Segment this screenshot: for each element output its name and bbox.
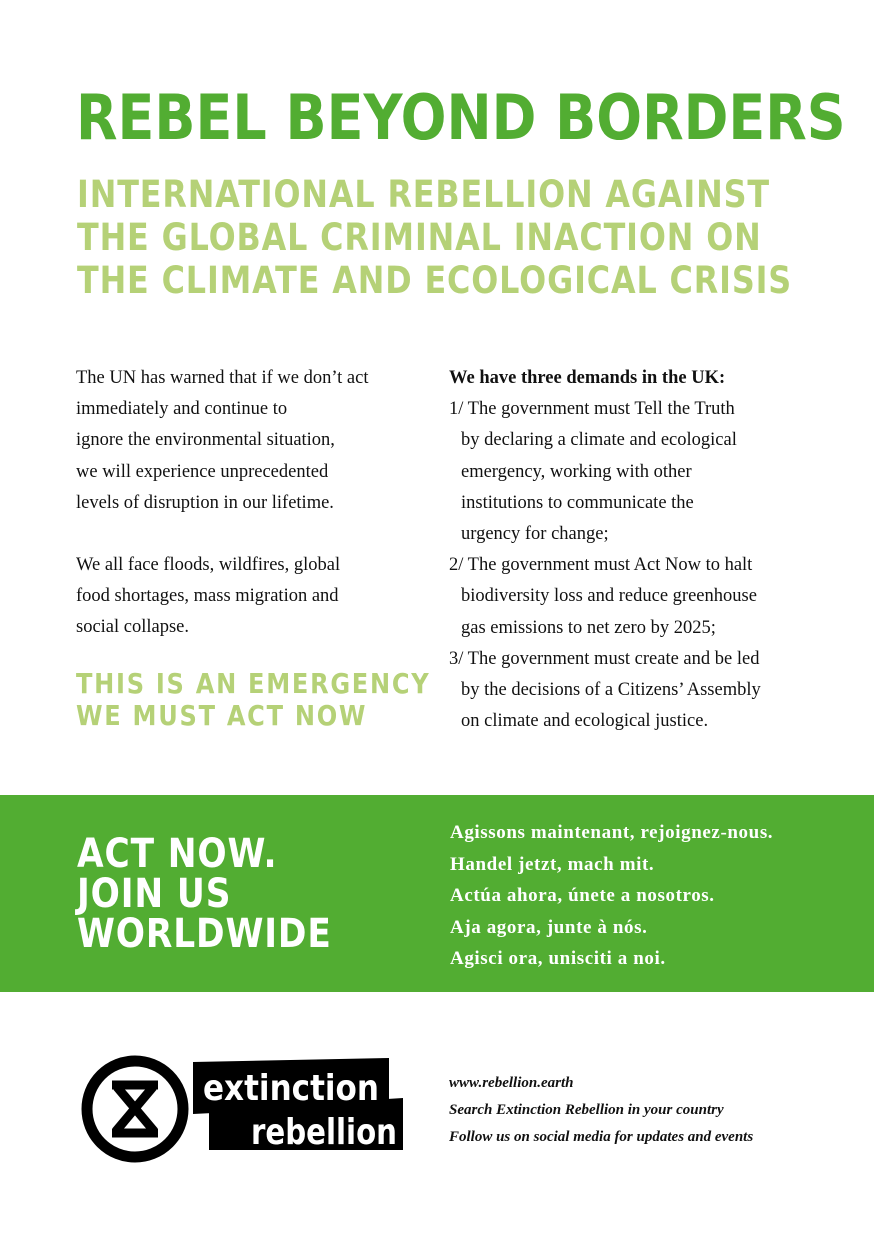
- emergency-line: THIS IS AN EMERGENCY: [76, 667, 431, 700]
- cta-line: ACT NOW.: [77, 831, 278, 877]
- demand-line: 2/ The government must Act Now to halt: [449, 555, 753, 576]
- demands-column: [449, 363, 849, 737]
- paragraph-line: food shortages, mass migration and: [76, 586, 339, 607]
- demand-line: 1/ The government must Tell the Truth: [449, 399, 735, 420]
- headline: REBEL BEYOND BORDERS: [76, 81, 846, 154]
- demand-line: urgency for change;: [461, 524, 609, 545]
- cta-line: WORLDWIDE: [77, 911, 332, 957]
- translation-portuguese: Aja agora, junte à nós.: [450, 916, 648, 938]
- demand-line: 3/ The government must create and be led: [449, 648, 760, 669]
- subheadline: [77, 173, 792, 302]
- paragraph-line: social collapse.: [76, 617, 190, 638]
- translation-french: Agissons maintenant, rejoignez-nous.: [450, 822, 774, 843]
- demand-line: institutions to communicate the: [461, 492, 694, 513]
- paragraph-line: immediately and continue to: [76, 399, 288, 420]
- demand-item-3: [449, 644, 849, 738]
- paragraph-line: ignore the environmental situation,: [76, 430, 335, 451]
- wordmark-extinction: extinction: [203, 1068, 379, 1109]
- website-link[interactable]: www.rebellion.earth: [449, 1075, 574, 1091]
- demand-line: on climate and ecological justice.: [461, 711, 709, 732]
- paragraph-line: The UN has warned that if we don’t act: [76, 368, 369, 388]
- act-now-callout: [77, 831, 332, 957]
- translations-list: [450, 817, 773, 975]
- demand-item-2: [449, 550, 849, 644]
- paragraph-line: levels of disruption in our lifetime.: [76, 492, 334, 513]
- extinction-symbol-hourglass-icon: [81, 1055, 189, 1163]
- demands-heading: We have three demands in the UK:: [449, 368, 726, 388]
- social-media-note: Follow us on social media for updates and events: [449, 1129, 754, 1145]
- threats-paragraph: [76, 550, 436, 644]
- demand-item-1: [449, 394, 849, 550]
- demand-line: gas emissions to net zero by 2025;: [461, 617, 716, 638]
- translation-spanish: Actúa ahora, únete a nosotros.: [450, 885, 715, 906]
- un-warning-paragraph: [76, 363, 436, 519]
- emergency-callout: [76, 668, 430, 732]
- subheadline-line: THE CLIMATE AND ECOLOGICAL CRISIS: [77, 259, 793, 302]
- demand-line: by declaring a climate and ecological: [461, 430, 737, 451]
- paragraph-line: We all face floods, wildfires, global: [76, 555, 341, 576]
- demand-line: biodiversity loss and reduce greenhouse: [461, 586, 757, 607]
- intro-column: [76, 363, 436, 644]
- paragraph-line: we will experience unprecedented: [76, 461, 329, 482]
- emergency-line: WE MUST ACT NOW: [76, 699, 368, 732]
- translation-german: Handel jetzt, mach mit.: [450, 853, 655, 875]
- translation-italian: Agisci ora, unisciti a noi.: [450, 948, 666, 969]
- subheadline-line: INTERNATIONAL REBELLION AGAINST: [77, 173, 770, 216]
- demand-line: by the decisions of a Citizens’ Assembly: [461, 680, 761, 701]
- subheadline-line: THE GLOBAL CRIMINAL INACTION ON: [77, 216, 762, 259]
- footer-info: [449, 1070, 753, 1151]
- wordmark-rebellion: rebellion: [251, 1112, 397, 1153]
- extinction-rebellion-wordmark: [193, 1058, 405, 1152]
- cta-line: JOIN US: [77, 871, 232, 917]
- demand-line: emergency, working with other: [461, 461, 692, 482]
- search-instruction: Search Extinction Rebellion in your country: [449, 1102, 724, 1118]
